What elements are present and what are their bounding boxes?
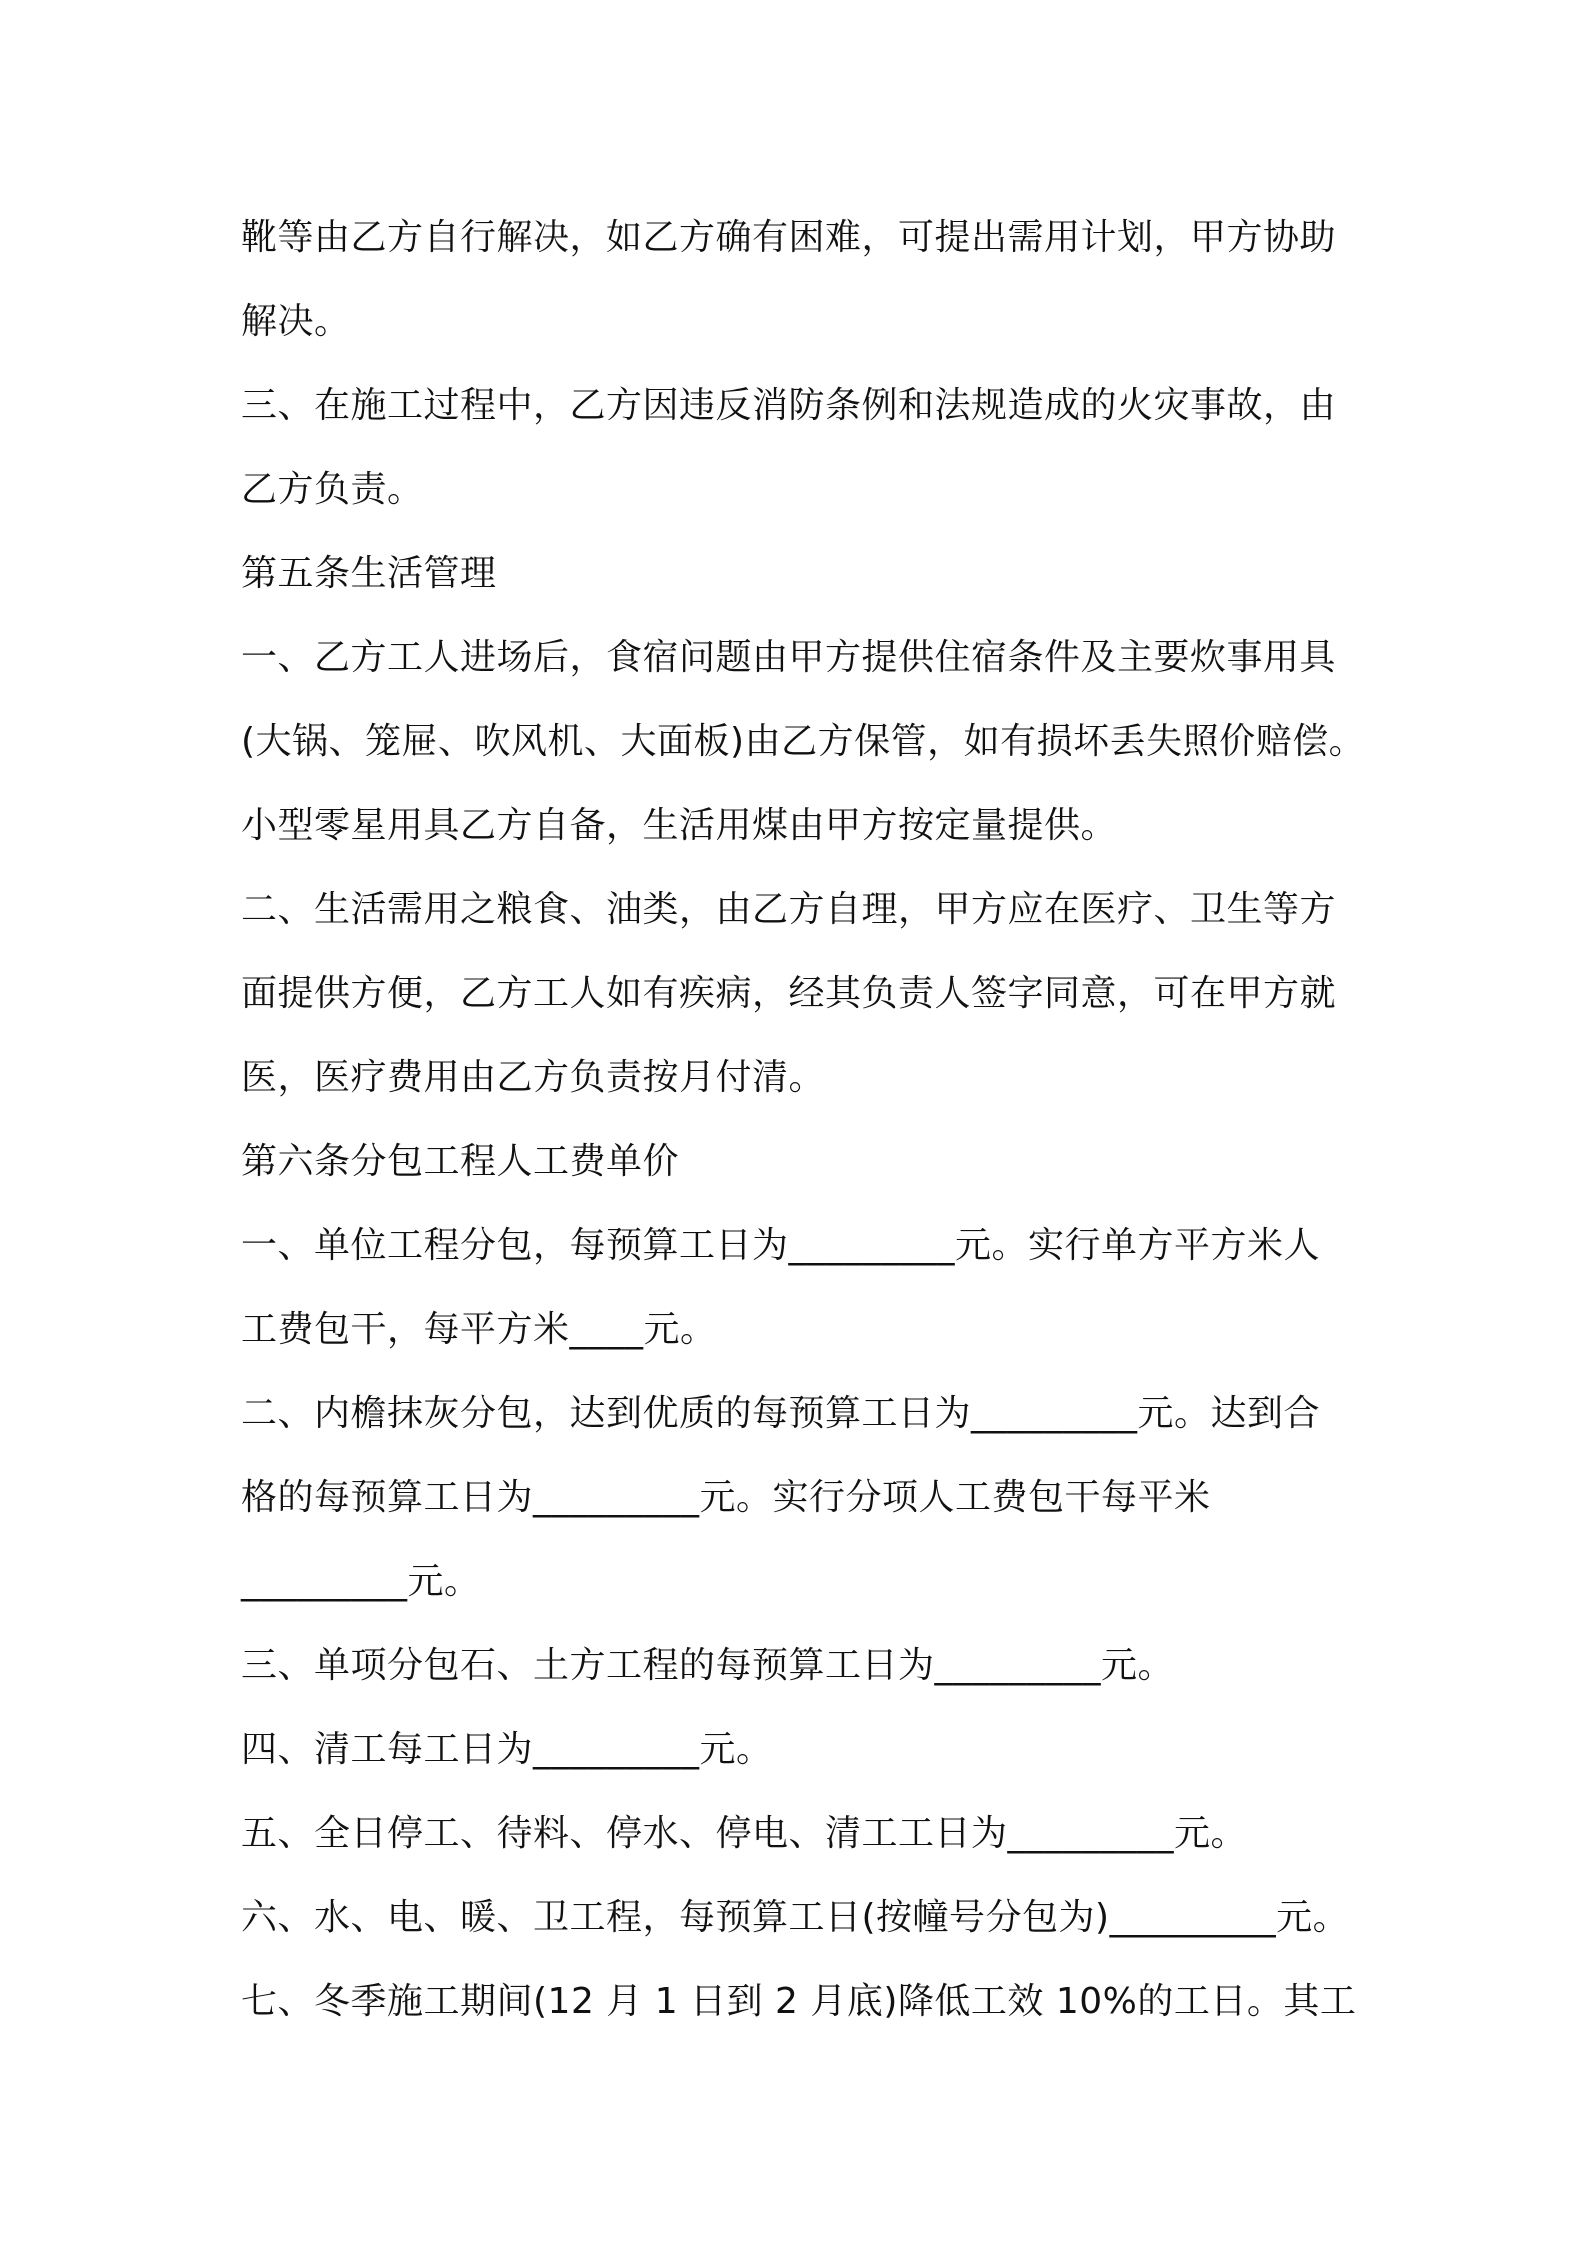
text-line: 工费包干，每平方米____元。 — [241, 1309, 717, 1350]
text-line: 面提供方便，乙方工人如有疾病，经其负责人签字同意，可在甲方就 — [241, 973, 1337, 1014]
text-line: 医，医疗费用由乙方负责按月付清。 — [241, 1057, 826, 1098]
text-line: 一、乙方工人进场后，食宿问题由甲方提供住宿条件及主要炊事用具 — [241, 637, 1337, 678]
text-line: _________元。 — [241, 1561, 481, 1602]
text-line: 三、单项分包石、土方工程的每预算工日为_________元。 — [241, 1645, 1175, 1686]
text-line: 七、冬季施工期间(12 月 1 日到 2 月底)降低工效 10%的工日。其工 — [241, 1981, 1357, 2022]
text-line: 二、内檐抹灰分包，达到优质的每预算工日为_________元。达到合 — [241, 1393, 1321, 1434]
section-heading: 第五条生活管理 — [241, 553, 497, 594]
text-line: 二、生活需用之粮食、油类，由乙方自理，甲方应在医疗、卫生等方 — [241, 889, 1337, 930]
text-line: 五、全日停工、待料、停水、停电、清工工日为_________元。 — [241, 1813, 1248, 1854]
document-body — [241, 196, 1366, 2044]
text-line: 小型零星用具乙方自备，生活用煤由甲方按定量提供。 — [241, 805, 1118, 846]
text-line: (大锅、笼屉、吹风机、大面板)由乙方保管，如有损坏丢失照价赔偿。 — [241, 721, 1366, 762]
text-line: 一、单位工程分包，每预算工日为_________元。实行单方平方米人 — [241, 1225, 1321, 1266]
text-line: 解决。 — [241, 301, 351, 342]
text-line: 靴等由乙方自行解决，如乙方确有困难，可提出需用计划，甲方协助 — [241, 217, 1337, 258]
text-line: 四、清工每工日为_________元。 — [241, 1729, 773, 1770]
text-line: 三、在施工过程中，乙方因违反消防条例和法规造成的火灾事故，由 — [241, 385, 1337, 426]
text-line: 六、水、电、暖、卫工程，每预算工日(按幢号分包为)_________元。 — [241, 1897, 1350, 1938]
section-heading: 第六条分包工程人工费单价 — [241, 1141, 680, 1182]
text-line: 格的每预算工日为_________元。实行分项人工费包干每平米 — [241, 1477, 1211, 1518]
text-line: 乙方负责。 — [241, 469, 424, 510]
